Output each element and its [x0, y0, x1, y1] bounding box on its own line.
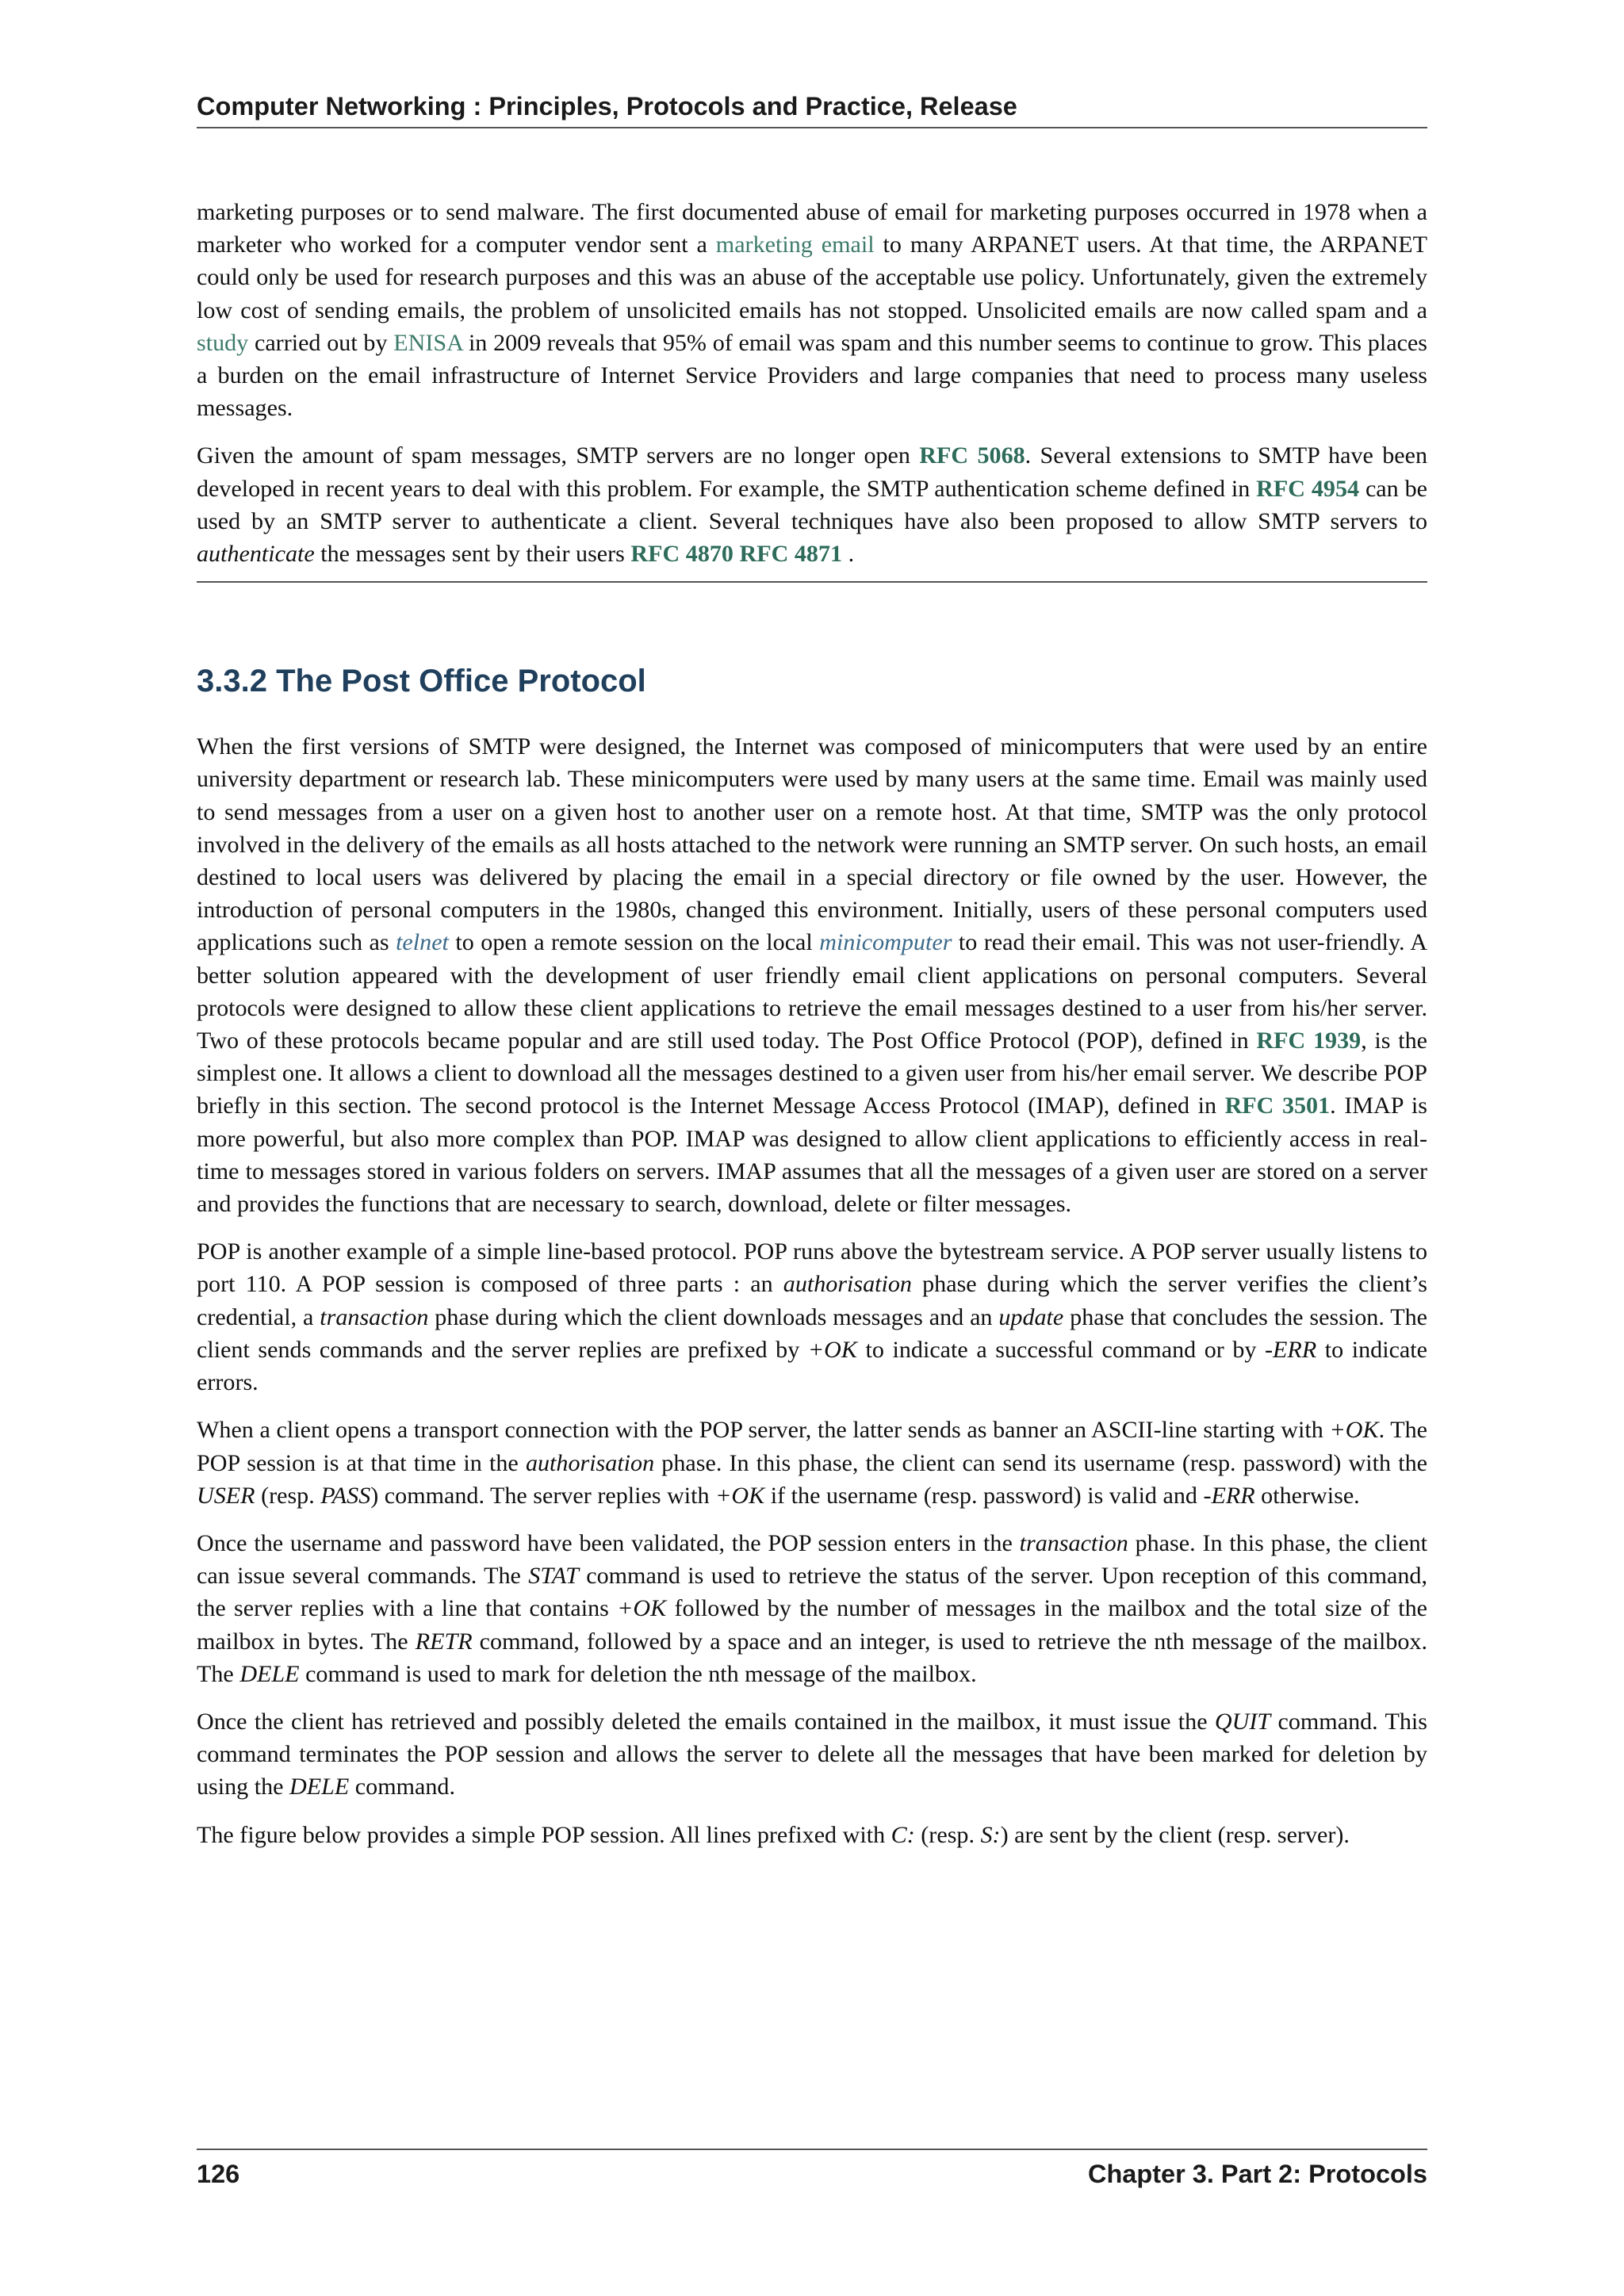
- text: phase. In this phase, the client can send its username (resp. password) with the: [654, 1448, 1427, 1476]
- paragraph-pop-authorisation: [197, 1414, 1427, 1512]
- link-rfc-1939[interactable]: RFC 1939: [1256, 1027, 1362, 1054]
- paragraph-smtp-extensions: [197, 439, 1427, 570]
- emphasis: authorisation: [783, 1270, 912, 1298]
- emphasis: PASS: [320, 1481, 371, 1509]
- emphasis: USER: [197, 1481, 255, 1509]
- text: .: [842, 540, 855, 568]
- emphasis: update: [998, 1303, 1064, 1330]
- emphasis: DELE: [239, 1659, 300, 1687]
- text: to indicate errors.: [197, 1335, 1427, 1396]
- paragraph-pop-intro: [197, 730, 1427, 1220]
- emphasis: C:: [891, 1820, 915, 1848]
- text: , is the simplest one. It allows a client to download all the messages destined to a given user from his/her email server. We describe POP briefly in this section. The second protocol is the Internet Message Access Protocol (IMAP), defined in: [197, 1027, 1427, 1119]
- link-rfc-4871[interactable]: RFC 4871: [739, 540, 843, 568]
- paragraph-spam-history: [197, 196, 1427, 424]
- emphasis: +OK: [1329, 1416, 1379, 1444]
- emphasis: transaction: [1019, 1529, 1128, 1556]
- emphasis: -ERR: [1203, 1481, 1255, 1509]
- text: to indicate a successful command or by: [856, 1335, 1266, 1363]
- text: POP is another example of a simple line-based protocol. POP runs above the bytestream service. A POP server usually listens to port 110. A POP session is composed of three parts : an: [197, 1238, 1427, 1298]
- text: phase during which the server verifies the client’s credential, a: [197, 1270, 1427, 1330]
- text: command.: [349, 1773, 455, 1800]
- text: When a client opens a transport connection with the POP server, the latter sends as banner an ASCII-line starting with: [197, 1416, 1330, 1444]
- link-study[interactable]: study: [197, 328, 249, 356]
- text: phase during which the client downloads messages and an: [428, 1303, 999, 1330]
- text: command is used to mark for deletion the nth message of the mailbox.: [299, 1659, 977, 1687]
- text: The figure below provides a simple POP session. All lines prefixed with: [197, 1820, 891, 1848]
- text: When the first versions of SMTP were designed, the Internet was composed of minicomputers that were used by an entire university department or research lab. These minicomputers were used by many users at the same time. Email was mainly used to send messages from a user on a given host to another user on a remote host. At that time, SMTP was the only protocol involved in the delivery of the emails as all hosts attached to the network were running an SMTP server. On such hosts, an email destined to local users was delivered by placing the email in a special directory or file owned by the user. However, the introduction of personal computers in the 1980s, changed this environment. Initially, users of these personal computers used applications such as: [197, 733, 1427, 956]
- link-rfc-4954[interactable]: RFC 4954: [1256, 474, 1360, 502]
- text: . IMAP is more powerful, but also more complex than POP. IMAP was designed to allow client applications to efficiently access in real-time to messages stored in various folders on servers. IMAP assumes that all the messages of a given user are stored on a server and provides the functions that are necessary to search, download, delete or filter messages.: [197, 1092, 1427, 1218]
- text: in 2009 reveals that 95% of email was spam and this number seems to continue to grow. This places a burden on the email infrastructure of Internet Service Providers and large companies that need to process many useless messages.: [197, 328, 1427, 422]
- chapter-label: Chapter 3. Part 2: Protocols: [1087, 2160, 1427, 2188]
- text: to open a remote session on the local: [448, 928, 820, 956]
- document-page: [197, 0, 1427, 2296]
- page-number: 126: [197, 2160, 240, 2188]
- link-rfc-4870[interactable]: RFC 4870: [630, 540, 733, 568]
- text: otherwise.: [1254, 1481, 1360, 1509]
- text: followed by the number of messages in the mailbox and the total size of the mailbox in bytes. The: [197, 1594, 1427, 1655]
- emphasis: +OK: [715, 1481, 765, 1509]
- paragraph-pop-quit: [197, 1705, 1427, 1804]
- text: the messages sent by their users: [314, 540, 631, 568]
- emphasis: -ERR: [1265, 1335, 1317, 1363]
- text: . The POP session is at that time in the: [197, 1416, 1427, 1476]
- emphasis: STAT: [528, 1562, 579, 1590]
- text: phase. In this phase, the client can issue several commands. The: [197, 1529, 1427, 1590]
- text: Once the client has retrieved and possibly deleted the emails contained in the mailbox, it must issue the: [197, 1707, 1215, 1735]
- text: phase that concludes the session. The client sends commands and the server replies are prefixed by: [197, 1303, 1428, 1363]
- emphasis: authenticate: [197, 540, 315, 568]
- text: marketing purposes or to send malware. The first documented abuse of email for marketing purposes occurred in 1978 when a marketer who worked for a computer vendor sent a: [197, 198, 1427, 258]
- emphasis: S:: [980, 1820, 1001, 1848]
- emphasis: RETR: [415, 1627, 473, 1655]
- text: Given the amount of spam messages, SMTP servers are no longer open: [197, 442, 920, 469]
- text: . Several extensions to SMTP have been developed in recent years to deal with this problem. For example, the SMTP authentication scheme defined in: [197, 442, 1428, 502]
- text: if the username (resp. password) is valid and: [764, 1481, 1204, 1509]
- link-rfc-3501[interactable]: RFC 3501: [1224, 1092, 1331, 1119]
- text: ) command. The server replies with: [370, 1481, 716, 1509]
- paragraph-figure-intro: [197, 1819, 1427, 1851]
- section-heading: 3.3.2 The Post Office Protocol: [197, 664, 646, 699]
- page-footer: [197, 2149, 1427, 2190]
- text: (resp.: [255, 1481, 321, 1509]
- body-content: [197, 196, 1427, 1866]
- emphasis: authorisation: [525, 1448, 655, 1476]
- text: command, followed by a space and an integer, is used to retrieve the nth message of the mailbox. The: [197, 1627, 1428, 1687]
- text: can be used by an SMTP server to authenticate a client. Several techniques have also been proposed to allow SMTP servers to: [197, 474, 1427, 534]
- text: [733, 540, 740, 567]
- link-rfc-5068[interactable]: RFC 5068: [919, 442, 1025, 469]
- paragraph-pop-phases: [197, 1235, 1427, 1399]
- link-minicomputer[interactable]: minicomputer: [819, 928, 952, 956]
- link-enisa[interactable]: ENISA: [393, 328, 463, 356]
- text: command is used to retrieve the status of the server. Upon reception of this command, the server replies with a line that contains: [197, 1562, 1427, 1622]
- link-telnet[interactable]: telnet: [396, 928, 449, 956]
- running-header: Computer Networking : Principles, Protocols and Practice, Release: [197, 90, 1427, 128]
- emphasis: +OK: [617, 1594, 667, 1622]
- note-divider: [197, 581, 1427, 583]
- emphasis: QUIT: [1214, 1707, 1271, 1735]
- paragraph-pop-transaction: [197, 1527, 1427, 1690]
- link-marketing-email[interactable]: marketing email: [715, 231, 875, 258]
- emphasis: transaction: [320, 1303, 429, 1330]
- text: ) are sent by the client (resp. server).: [1000, 1820, 1350, 1848]
- text: (resp.: [914, 1820, 981, 1848]
- text: Once the username and password have been validated, the POP session enters in the: [197, 1529, 1020, 1556]
- text: to many ARPANET users. At that time, the ARPANET could only be used for research purposes and this was an abuse of the acceptable use policy. Unfortunately, given the extremely low cost of sending emails, the problem of unsolicited emails has not stopped. Unsolicited emails are now called spam and a: [197, 231, 1427, 323]
- emphasis: DELE: [289, 1773, 350, 1800]
- text: carried out by: [248, 328, 394, 356]
- text: to read their email. This was not user-friendly. A better solution appeared with the development of user friendly email client applications on personal computers. Several protocols were designed to allow these client applications to retrieve the email messages destined to a user from his/her server. Two of these protocols became popular and are still used today. The Post Office Protocol (POP), defined in: [197, 928, 1428, 1054]
- emphasis: +OK: [807, 1335, 857, 1363]
- text: command. This command terminates the POP session and allows the server to delete all the messages that have been marked for deletion by using the: [197, 1707, 1427, 1800]
